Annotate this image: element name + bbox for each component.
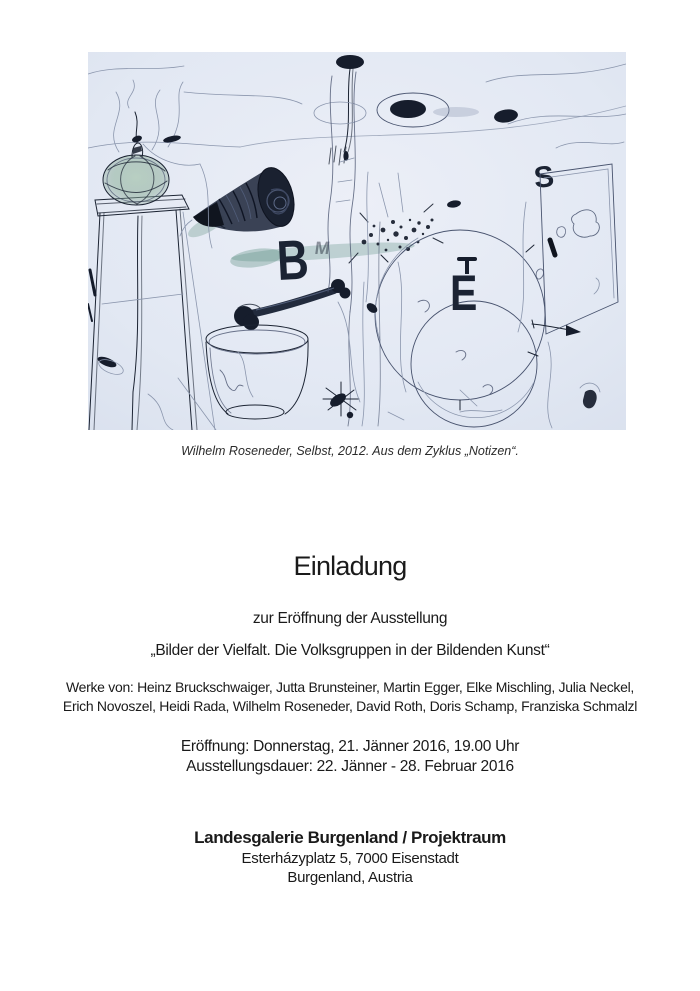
artists-line-1: Werke von: Heinz Bruckschwaiger, Jutta Brunsteiner, Martin Egger, Elke Mischling, Julia Neckel, [65,679,635,695]
opening-line: Eröffnung: Donnerstag, 21. Jänner 2016, 19.00 Uhr [180,738,520,755]
artists-line-2: Erich Novoszel, Heidi Rada, Wilhelm Roseneder, David Roth, Doris Schamp, Franziska Schmalzl [62,698,638,714]
svg-text:E: E [450,265,478,321]
artists-list [0,678,700,716]
sketch-paper [88,52,626,430]
clamp-letter-e [450,259,477,321]
artwork-sketch [88,52,626,430]
exhibition-title: „Bilder der Vielfalt. Die Volksgruppen in der Bildenden Kunst“ [150,642,550,659]
venue-address: Esterházyplatz 5, 7000 Eisenstadt [241,850,459,867]
exhibition-dates [0,737,700,777]
venue-region: Burgenland, Austria [287,869,413,886]
artwork-caption: Wilhelm Roseneder, Selbst, 2012. Aus dem Zyklus „Notizen“. [181,444,519,458]
sketch-letter-s: S [532,160,556,195]
duration-line: Ausstellungsdauer: 22. Jänner - 28. Februar 2016 [186,758,514,775]
artwork-image [88,52,626,430]
venue-name: Landesgalerie Burgenland / Projektraum [194,828,506,847]
invitation-subtitle: zur Eröffnung der Ausstellung [252,610,448,627]
sketch-letter-b: B [275,228,311,293]
sketch-letter-m: M [313,238,332,258]
venue-block [0,827,700,887]
invitation-title: Einladung [293,551,407,581]
